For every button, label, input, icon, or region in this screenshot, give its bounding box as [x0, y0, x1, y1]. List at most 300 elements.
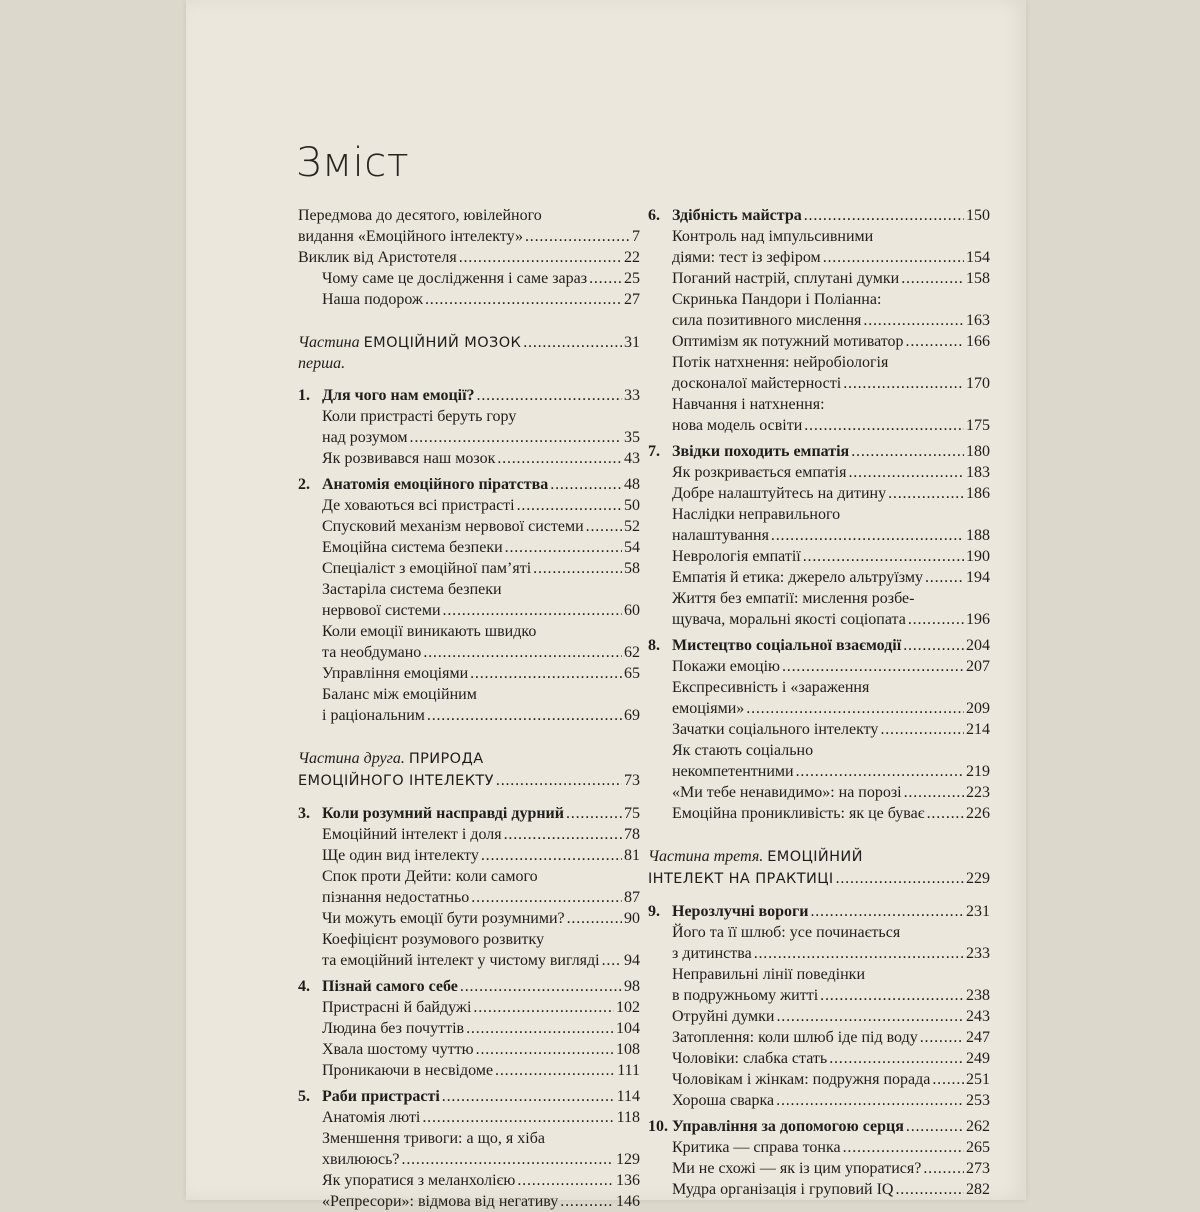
page-number: 154	[966, 249, 990, 266]
dot-leader	[410, 427, 622, 448]
chapter-number: 9.	[648, 903, 660, 920]
section-entry[interactable]	[648, 462, 990, 483]
page-number: 90	[624, 910, 640, 927]
entry-title: Коли емоції виникають швидко	[322, 623, 537, 640]
dot-leader	[459, 247, 622, 268]
part-heading[interactable]	[648, 846, 990, 890]
chapter-entry[interactable]	[648, 901, 990, 922]
dot-leader	[746, 698, 964, 719]
entry-title: Життя без емпатії: мислення розбе-	[672, 590, 915, 607]
entry-title: Звідки походить емпатія	[672, 443, 850, 460]
chapter-entry[interactable]	[648, 635, 990, 656]
entry-line	[322, 705, 640, 726]
section-entry[interactable]	[298, 845, 640, 866]
dot-leader	[932, 1069, 964, 1090]
entry-line	[298, 976, 640, 997]
entry-title: Хвала шостому чуттю	[322, 1041, 474, 1058]
entry-line	[322, 1191, 640, 1212]
section-entry[interactable]	[298, 448, 640, 469]
section-entry[interactable]	[648, 352, 990, 394]
dot-leader	[820, 985, 964, 1006]
dot-leader	[848, 462, 964, 483]
page-number: 223	[966, 784, 990, 801]
section-entry[interactable]	[648, 268, 990, 289]
page-number: 196	[966, 611, 990, 628]
section-entry[interactable]	[648, 803, 990, 824]
entry-line	[672, 609, 990, 630]
page-number: 65	[624, 665, 640, 682]
dot-leader	[471, 887, 622, 908]
page-number: 204	[966, 637, 990, 654]
entry-title: Коли розумний насправді дурний	[322, 805, 564, 822]
part-heading[interactable]	[298, 748, 640, 792]
dot-leader	[495, 1060, 615, 1081]
page-number: 43	[624, 450, 640, 467]
entry-line	[648, 635, 990, 656]
dot-leader	[823, 247, 964, 268]
dot-leader	[443, 600, 622, 621]
entry-title: емоціями»	[672, 700, 745, 717]
entry-title: Критика — справа тонка	[672, 1139, 841, 1156]
entry-title: Чоловіки: слабка стать	[672, 1050, 828, 1067]
entry-title: Виклик від Аристотеля	[298, 249, 457, 266]
page-number: 102	[616, 999, 640, 1016]
entry-line	[298, 770, 640, 792]
section-entry[interactable]	[298, 1039, 640, 1060]
section-entry[interactable]	[298, 537, 640, 558]
page-number: 146	[616, 1193, 640, 1210]
entry-title: та емоційний інтелект у чистому вигляді	[322, 952, 600, 969]
entry-title: Покажи емоцію	[672, 658, 780, 675]
entry-title: діями: тест із зефіром	[672, 249, 821, 266]
page-number: 35	[624, 429, 640, 446]
chapter-entry[interactable]	[298, 803, 640, 824]
chapter-entry[interactable]	[648, 205, 990, 226]
section-entry[interactable]	[298, 1170, 640, 1191]
entry-line	[648, 441, 990, 462]
page-number: 25	[624, 270, 640, 287]
entry-title: Передмова до десятого, ювілейного	[298, 207, 542, 224]
entry-title: нервової системи	[322, 602, 441, 619]
page-number: 226	[966, 805, 990, 822]
entry-line	[322, 1170, 640, 1191]
dot-leader	[810, 901, 964, 922]
section-entry[interactable]	[298, 1191, 640, 1212]
page-number: 190	[966, 548, 990, 565]
entry-line	[672, 698, 990, 719]
page-number: 183	[966, 464, 990, 481]
entry-title: Зачатки соціального інтелекту	[672, 721, 879, 738]
entry-line	[322, 1107, 640, 1128]
dot-leader	[470, 663, 622, 684]
section-entry[interactable]	[648, 677, 990, 719]
dot-leader	[925, 567, 964, 588]
entry-line	[672, 761, 990, 782]
chapter-number: 10.	[648, 1118, 668, 1135]
dot-leader	[843, 1137, 964, 1158]
section-entry[interactable]	[298, 579, 640, 621]
entry-line	[298, 247, 640, 268]
entry-title: Коли пристрасті беруть гору	[322, 408, 517, 425]
chapter-entry[interactable]	[298, 1086, 640, 1107]
entry-line	[672, 483, 990, 504]
entry-line	[672, 504, 990, 525]
entry-title: Наслідки неправильного	[672, 506, 841, 523]
dot-leader	[517, 495, 622, 516]
section-entry[interactable]	[648, 1158, 990, 1179]
entry-title: Як стають соціально	[672, 742, 814, 759]
entry-title: Затоплення: коли шлюб іде під воду	[672, 1029, 918, 1046]
entry-title: Спеціаліст з емоційної пам’яті	[322, 560, 532, 577]
entry-line	[322, 997, 640, 1018]
chapter-number: 7.	[648, 443, 660, 460]
entry-title: хвилююсь?	[322, 1151, 400, 1168]
chapter-number: 6.	[648, 207, 660, 224]
entry-title: налаштування	[672, 527, 769, 544]
dot-leader	[505, 537, 622, 558]
dot-leader	[906, 331, 964, 352]
section-entry[interactable]	[298, 289, 640, 310]
section-entry[interactable]	[648, 588, 990, 630]
entry-line	[648, 868, 990, 890]
entry-line	[322, 866, 640, 887]
page-number: 214	[966, 721, 990, 738]
page-number: 136	[616, 1172, 640, 1189]
section-entry[interactable]	[648, 504, 990, 546]
page-number: 73	[624, 772, 640, 789]
entry-line	[672, 394, 990, 415]
entry-title: Проникаючи в несвідоме	[322, 1062, 494, 1079]
dot-leader	[473, 997, 614, 1018]
entry-line	[298, 205, 640, 226]
dot-leader	[906, 1116, 964, 1137]
entry-title: Людина без почуттів	[322, 1020, 465, 1037]
page-number: 48	[624, 476, 640, 493]
dot-leader	[476, 1039, 614, 1060]
section-entry[interactable]	[298, 1060, 640, 1081]
dot-leader	[804, 415, 964, 436]
page-number: 262	[966, 1118, 990, 1135]
entry-line	[672, 1048, 990, 1069]
entry-line	[672, 719, 990, 740]
dot-leader	[586, 516, 622, 537]
entry-line	[672, 1179, 990, 1200]
section-entry[interactable]	[648, 1179, 990, 1200]
page-number: 62	[624, 644, 640, 661]
entry-title: Пізнай самого себе	[322, 978, 458, 995]
page-number: 33	[624, 387, 640, 404]
dot-leader	[776, 1090, 964, 1111]
dot-leader	[754, 943, 964, 964]
entry-title: ЕМОЦІЙНИЙ	[767, 849, 863, 865]
entry-title: Застаріла система безпеки	[322, 581, 502, 598]
dot-leader	[533, 558, 622, 579]
entry-line	[672, 740, 990, 761]
entry-line	[322, 929, 640, 950]
section-entry[interactable]	[648, 546, 990, 567]
section-entry[interactable]	[298, 908, 640, 929]
entry-title: Раби пристрасті	[322, 1088, 440, 1105]
page-number: 282	[966, 1181, 990, 1198]
entry-line	[672, 546, 990, 567]
page-number: 207	[966, 658, 990, 675]
page-number: 166	[966, 333, 990, 350]
page-number: 247	[966, 1029, 990, 1046]
page-number: 163	[966, 312, 990, 329]
page-number: 111	[617, 1062, 640, 1079]
section-entry[interactable]	[648, 331, 990, 352]
dot-leader	[927, 803, 964, 824]
entry-title: в подружньому житті	[672, 987, 819, 1004]
page-number: 273	[966, 1160, 990, 1177]
entry-title: Потік натхнення: нейробіологія	[672, 354, 889, 371]
dot-leader	[880, 719, 964, 740]
entry-line	[672, 1006, 990, 1027]
section-entry[interactable]	[648, 1090, 990, 1111]
entry-line	[322, 1149, 640, 1170]
section-entry[interactable]	[298, 558, 640, 579]
dot-leader	[517, 1170, 614, 1191]
toc-entry[interactable]	[298, 205, 640, 247]
dot-leader	[777, 1006, 965, 1027]
entry-line	[672, 289, 990, 310]
entry-line	[672, 985, 990, 1006]
dot-leader	[836, 868, 964, 889]
entry-line	[322, 537, 640, 558]
chapter-entry[interactable]	[648, 1116, 990, 1137]
toc-left-column	[298, 205, 640, 1212]
entry-title: Як розкривається емпатія	[672, 464, 847, 481]
section-entry[interactable]	[298, 621, 640, 663]
dot-leader	[402, 1149, 614, 1170]
entry-line	[322, 621, 640, 642]
entry-title: Хороша сварка	[672, 1092, 775, 1109]
chapter-entry[interactable]	[298, 474, 640, 495]
chapter-entry[interactable]	[648, 441, 990, 462]
section-entry[interactable]	[648, 394, 990, 436]
section-entry[interactable]	[298, 1128, 640, 1170]
page-number: 150	[966, 207, 990, 224]
chapter-entry[interactable]	[298, 385, 640, 406]
dot-leader	[923, 1158, 964, 1179]
dot-leader	[460, 976, 622, 997]
entry-line	[322, 495, 640, 516]
section-entry[interactable]	[648, 1006, 990, 1027]
section-entry[interactable]	[298, 1018, 640, 1039]
dot-leader	[904, 782, 964, 803]
entry-line	[298, 1086, 640, 1107]
section-entry[interactable]	[648, 1137, 990, 1158]
entry-line	[322, 845, 640, 866]
section-entry[interactable]	[648, 567, 990, 588]
dot-leader	[920, 1027, 964, 1048]
dot-leader	[863, 310, 964, 331]
entry-line	[322, 448, 640, 469]
entry-title: Добре налаштуйтесь на дитину	[672, 485, 887, 502]
entry-title: і раціональним	[322, 707, 425, 724]
entry-title: Анатомія емоційного піратства	[322, 476, 549, 493]
entry-title: Експресивність і «зараження	[672, 679, 870, 696]
page-number: 170	[966, 375, 990, 392]
entry-title: Його та її шлюб: усе починається	[672, 924, 901, 941]
page-number: 22	[624, 249, 640, 266]
section-entry[interactable]	[298, 997, 640, 1018]
section-entry[interactable]	[298, 824, 640, 845]
page-number: 114	[616, 1088, 640, 1105]
dot-leader	[804, 205, 964, 226]
entry-title: Ще один вид інтелекту	[322, 847, 479, 864]
entry-title: Спок проти Дейти: коли самого	[322, 868, 538, 885]
section-entry[interactable]	[298, 663, 640, 684]
dot-leader	[525, 226, 630, 247]
chapter-number: 1.	[298, 387, 310, 404]
page-number: 81	[624, 847, 640, 864]
page-number: 249	[966, 1050, 990, 1067]
section-entry[interactable]	[648, 1048, 990, 1069]
section-entry[interactable]	[648, 656, 990, 677]
dot-leader	[496, 770, 622, 791]
dot-leader	[466, 1018, 614, 1039]
section-entry[interactable]	[298, 495, 640, 516]
section-entry[interactable]	[298, 1107, 640, 1128]
section-entry[interactable]	[298, 406, 640, 448]
toc-right-column	[648, 205, 990, 1200]
page-number: 69	[624, 707, 640, 724]
entry-title: ПРИРОДА	[408, 751, 484, 767]
page-number: 251	[966, 1071, 990, 1088]
entry-title: Оптимізм як потужний мотиватор	[672, 333, 904, 350]
entry-title: «Ми тебе ненавидимо»: на порозі	[672, 784, 902, 801]
page-number: 188	[966, 527, 990, 544]
entry-line	[672, 247, 990, 268]
entry-title: досконалої майстерності	[672, 375, 842, 392]
entry-line	[672, 964, 990, 985]
part-label: Частина третя.	[648, 848, 764, 865]
entry-line	[322, 663, 640, 684]
entry-line	[648, 1116, 990, 1137]
entry-line	[322, 908, 640, 929]
page-number: 58	[624, 560, 640, 577]
entry-title: Емпатія й етика: джерело альтруїзму	[672, 569, 923, 586]
section-entry[interactable]	[298, 516, 640, 537]
entry-title: Як розвивався наш мозок	[322, 450, 496, 467]
entry-title: видання «Емоційного інтелекту»	[298, 228, 523, 245]
page-number: 209	[966, 700, 990, 717]
section-entry[interactable]	[648, 483, 990, 504]
entry-title: «Репресори»: відмова від негативу	[322, 1193, 559, 1210]
section-entry[interactable]	[648, 964, 990, 1006]
entry-title: Нерозлучні вороги	[672, 903, 809, 920]
entry-line	[672, 373, 990, 394]
toc-entry[interactable]	[298, 247, 640, 268]
dot-leader	[497, 448, 622, 469]
entry-title: Де ховаються всі пристрасті	[322, 497, 515, 514]
entry-title: щувача, моральні якості соціопата	[672, 611, 906, 628]
dot-leader	[566, 803, 622, 824]
entry-line	[672, 1069, 990, 1090]
entry-title: Зменшення тривоги: а що, я хіба	[322, 1130, 545, 1147]
section-entry[interactable]	[298, 268, 640, 289]
entry-title: Спусковий механізм нервової системи	[322, 518, 584, 535]
entry-title: Емоційна проникливість: як це буває	[672, 805, 925, 822]
entry-title: Як упоратися з меланхолією	[322, 1172, 516, 1189]
page-number: 104	[616, 1020, 640, 1037]
dot-leader	[422, 1107, 614, 1128]
entry-title: Управління емоціями	[322, 665, 469, 682]
page-number: 54	[624, 539, 640, 556]
page-number: 75	[624, 805, 640, 822]
dot-leader	[851, 441, 964, 462]
entry-title: нова модель освіти	[672, 417, 803, 434]
entry-title: Емоційна система безпеки	[322, 539, 503, 556]
dot-leader	[477, 385, 622, 406]
entry-title: над розумом	[322, 429, 408, 446]
entry-line	[322, 1060, 640, 1081]
entry-line	[322, 558, 640, 579]
entry-line	[298, 803, 640, 824]
entry-line	[322, 950, 640, 971]
entry-title: Пристрасні й байдужі	[322, 999, 472, 1016]
section-entry[interactable]	[298, 866, 640, 908]
page-number: 238	[966, 987, 990, 1004]
entry-line	[322, 289, 640, 310]
section-entry[interactable]	[648, 782, 990, 803]
entry-line	[648, 846, 990, 868]
page-number: 231	[966, 903, 990, 920]
page-title: Зміст	[296, 140, 410, 186]
dot-leader	[425, 289, 622, 310]
section-entry[interactable]	[648, 1069, 990, 1090]
entry-title: некомпетентними	[672, 763, 794, 780]
entry-title: Мудра організація і груповий IQ	[672, 1181, 894, 1198]
entry-title: сила позитивного мислення	[672, 312, 862, 329]
section-entry[interactable]	[648, 289, 990, 331]
page-number: 180	[966, 443, 990, 460]
entry-line	[672, 803, 990, 824]
section-entry[interactable]	[298, 929, 640, 971]
dot-leader	[602, 950, 622, 971]
section-entry[interactable]	[648, 226, 990, 268]
entry-title: Поганий настрій, сплутані думки	[672, 270, 900, 287]
section-entry[interactable]	[648, 740, 990, 782]
dot-leader	[504, 824, 622, 845]
section-entry[interactable]	[648, 1027, 990, 1048]
section-entry[interactable]	[648, 719, 990, 740]
entry-title: Наша подорож	[322, 291, 423, 308]
page-number: 219	[966, 763, 990, 780]
entry-line	[672, 922, 990, 943]
dot-leader	[427, 705, 622, 726]
entry-line	[298, 474, 640, 495]
dot-leader	[803, 546, 964, 567]
entry-line	[322, 516, 640, 537]
dot-leader	[423, 642, 622, 663]
entry-line	[322, 1039, 640, 1060]
part-heading[interactable]	[298, 332, 640, 374]
section-entry[interactable]	[298, 684, 640, 726]
entry-title: Контроль над імпульсивними	[672, 228, 874, 245]
entry-line	[672, 462, 990, 483]
section-entry[interactable]	[648, 922, 990, 964]
entry-line	[322, 1018, 640, 1039]
entry-title: Отруйні думки	[672, 1008, 775, 1025]
page-number: 27	[624, 291, 640, 308]
chapter-entry[interactable]	[298, 976, 640, 997]
dot-leader	[523, 332, 622, 353]
page-number: 52	[624, 518, 640, 535]
page-number: 78	[624, 826, 640, 843]
entry-line	[298, 226, 640, 247]
